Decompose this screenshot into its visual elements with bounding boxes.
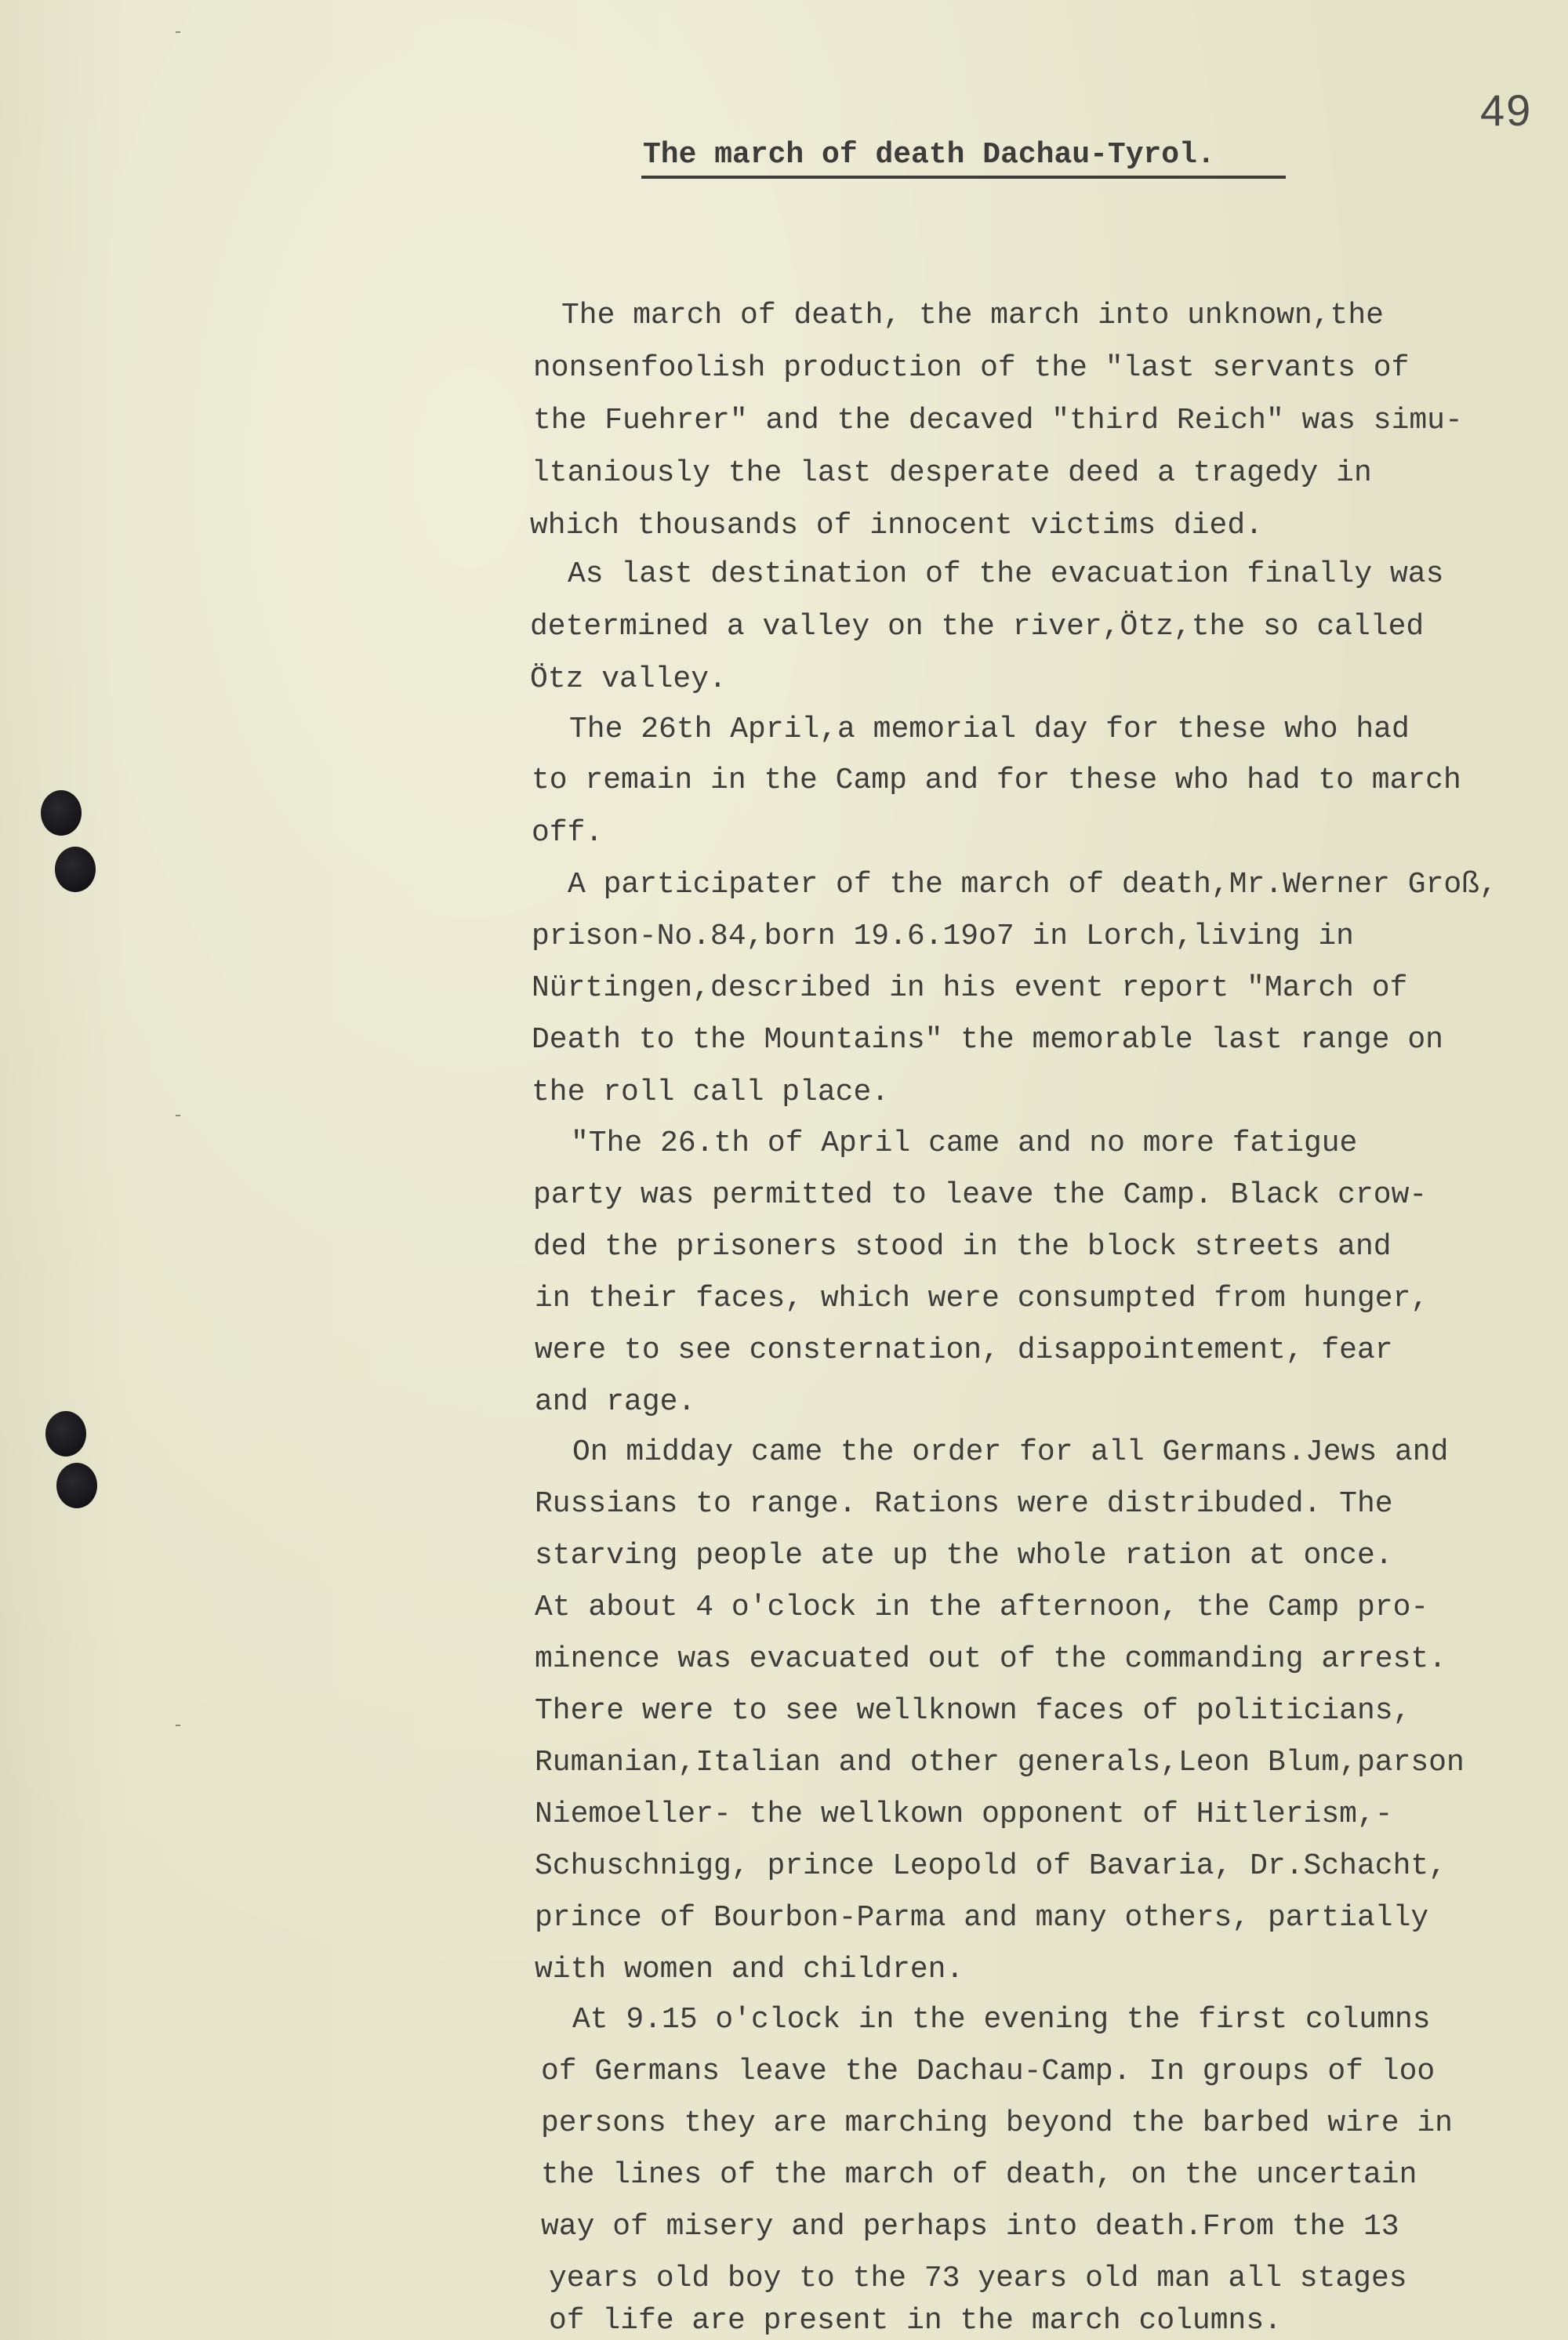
text-line: the roll call place.	[532, 1076, 890, 1109]
text-line: The march of death, the march into unknown,the	[561, 299, 1384, 332]
text-line: At about 4 o'clock in the afternoon, the Camp pro-	[535, 1591, 1429, 1624]
text-line: On midday came the order for all Germans.Jews and	[572, 1435, 1449, 1469]
punch-hole	[45, 1411, 86, 1457]
text-line: the Fuehrer" and the decaved "third Reich" was simu-	[533, 404, 1463, 437]
text-line: starving people ate up the whole ration at once.	[535, 1539, 1393, 1573]
text-line: There were to see wellknown faces of politicians,	[535, 1694, 1411, 1728]
margin-mark	[176, 31, 180, 33]
text-line: ded the prisoners stood in the block streets and	[533, 1230, 1392, 1264]
text-line: determined a valley on the river,Ötz,the so called	[530, 610, 1425, 644]
text-line: prince of Bourbon-Parma and many others, partially	[535, 1901, 1429, 1935]
page-number: 49	[1480, 85, 1533, 135]
punch-hole	[56, 1463, 97, 1508]
text-line: Niemoeller- the wellkown opponent of Hitlerism,-	[535, 1798, 1393, 1831]
text-line: minence was evacuated out of the commanding arrest.	[535, 1642, 1446, 1676]
text-line: of Germans leave the Dachau-Camp. In groups of loo	[541, 2055, 1436, 2088]
text-line: Russians to range. Rations were distribuded. The	[535, 1487, 1393, 1521]
text-line: way of misery and perhaps into death.From the 13	[541, 2210, 1399, 2244]
text-line: Rumanian,Italian and other generals,Leon Blum,parson	[535, 1746, 1465, 1779]
punch-hole	[41, 790, 82, 836]
text-line: party was permitted to leave the Camp. Black crow-	[533, 1178, 1428, 1212]
text-line: and rage.	[535, 1385, 696, 1419]
margin-mark	[176, 1115, 180, 1116]
text-line: "The 26.th of April came and no more fatigue	[571, 1126, 1358, 1160]
punch-hole	[55, 847, 96, 892]
text-line: The 26th April,a memorial day for these who had	[569, 713, 1410, 746]
text-line: the lines of the march of death, on the uncertain	[541, 2158, 1417, 2192]
text-line: with women and children.	[535, 1953, 964, 1986]
text-line: Schuschnigg, prince Leopold of Bavaria, Dr.Schacht,	[535, 1849, 1446, 1883]
text-line: of life are present in the march columns.	[549, 2304, 1282, 2338]
text-line: As last destination of the evacuation finally was	[568, 557, 1444, 591]
text-line: Ötz valley.	[530, 662, 727, 696]
text-line: which thousands of innocent victims died.	[530, 509, 1263, 542]
text-line: At 9.15 o'clock in the evening the first columns	[572, 2003, 1431, 2037]
text-line: prison-No.84,born 19.6.19o7 in Lorch,living in	[532, 920, 1354, 953]
text-line: Nürtingen,described in his event report "March of	[532, 971, 1408, 1005]
text-line: were to see consternation, disappointement, fear	[535, 1333, 1393, 1367]
document-title: The march of death Dachau-Tyrol.	[643, 138, 1215, 172]
text-line: persons they are marching beyond the barbed wire in	[541, 2106, 1453, 2140]
text-line: off.	[532, 816, 604, 850]
text-line: to remain in the Camp and for these who had to march	[532, 764, 1461, 797]
text-line: years old boy to the 73 years old man all stages	[549, 2262, 1407, 2295]
text-line: Death to the Mountains" the memorable last range on	[532, 1023, 1443, 1057]
title-underline	[641, 176, 1286, 179]
text-line: A participater of the march of death,Mr.Werner Groß,	[568, 868, 1497, 902]
text-line: nonsenfoolish production of the "last servants of	[533, 351, 1410, 385]
text-line: in their faces, which were consumpted from hunger,	[535, 1282, 1429, 1315]
text-line: ltaniously the last desperate deed a tragedy in	[532, 456, 1372, 490]
margin-mark	[176, 1725, 180, 1726]
